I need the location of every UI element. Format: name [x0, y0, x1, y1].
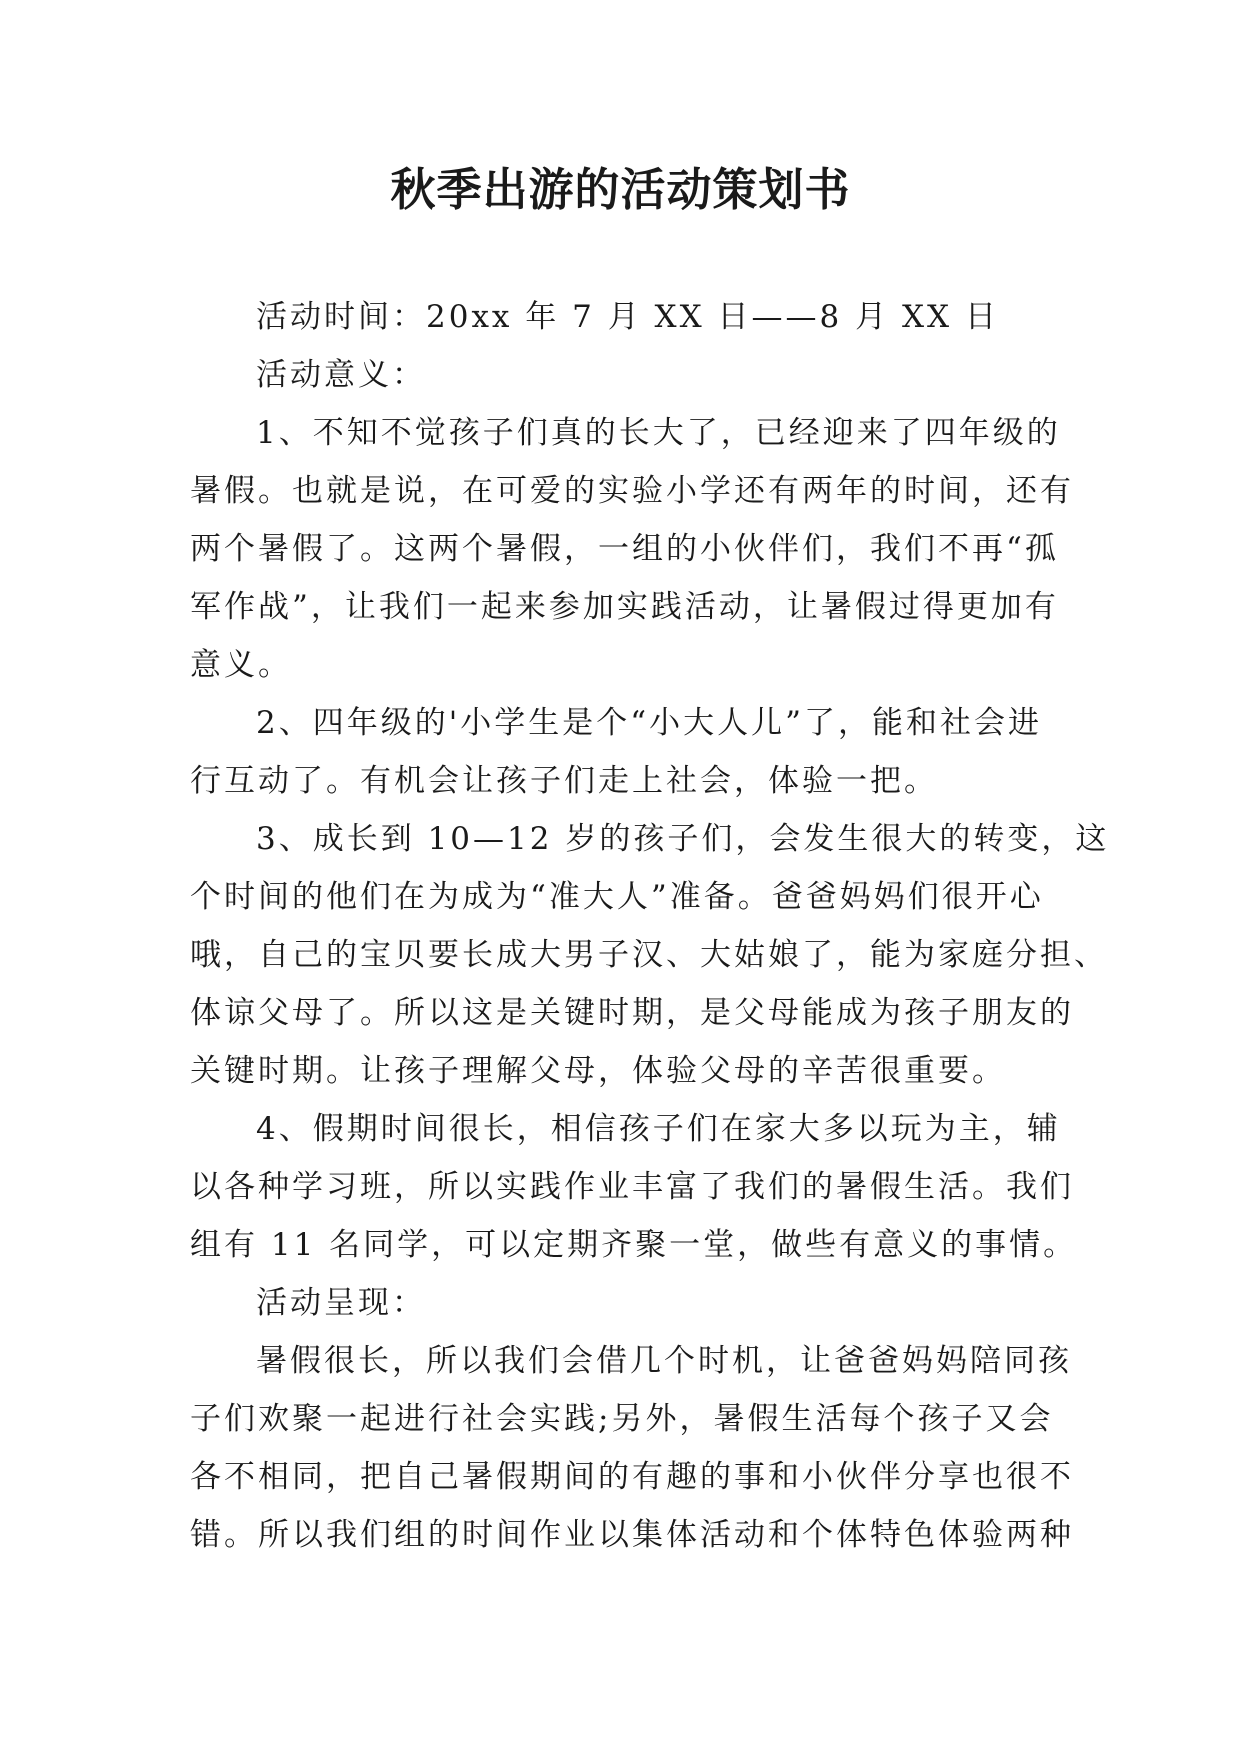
document-body — [190, 288, 1110, 1564]
text-line: 3、成长到 10—12 岁的孩子们，会发生很大的转变，这 — [256, 821, 1110, 857]
text-line: 意义。 — [190, 647, 292, 683]
text-line: 体谅父母了。所以这是关键时期，是父母能成为孩子朋友的 — [190, 995, 1074, 1031]
text-line: 行互动了。有机会让孩子们走上社会，体验一把。 — [190, 763, 938, 799]
text-line: 活动时间：20xx 年 7 月 XX 日——8 月 XX 日 — [256, 299, 999, 335]
document-title: 秋季出游的活动策划书 — [390, 163, 851, 216]
text-line: 子们欢聚一起进行社会实践;另外，暑假生活每个孩子又会 — [190, 1401, 1054, 1437]
text-line: 2、四年级的'小学生是个“小大人儿”了，能和社会进 — [256, 705, 1042, 741]
text-line: 活动意义： — [256, 357, 426, 393]
text-line: 1、不知不觉孩子们真的长大了，已经迎来了四年级的 — [256, 415, 1061, 451]
text-line: 个时间的他们在为成为“准大人”准备。爸爸妈妈们很开心 — [190, 879, 1044, 915]
text-line: 以各种学习班，所以实践作业丰富了我们的暑假生活。我们 — [190, 1169, 1074, 1205]
text-line: 哦，自己的宝贝要长成大男子汉、大姑娘了，能为家庭分担、 — [190, 937, 1108, 973]
text-line: 各不相同，把自己暑假期间的有趣的事和小伙伴分享也很不 — [190, 1459, 1074, 1495]
text-line: 暑假。也就是说，在可爱的实验小学还有两年的时间，还有 — [190, 473, 1074, 509]
text-line: 暑假很长，所以我们会借几个时机，让爸爸妈妈陪同孩 — [256, 1343, 1072, 1379]
text-line: 错。所以我们组的时间作业以集体活动和个体特色体验两种 — [190, 1517, 1074, 1553]
text-line: 4、假期时间很长，相信孩子们在家大多以玩为主，辅 — [256, 1111, 1061, 1147]
text-line: 活动呈现： — [256, 1285, 426, 1321]
text-line: 关键时期。让孩子理解父母，体验父母的辛苦很重要。 — [190, 1053, 1006, 1089]
text-line: 军作战”，让我们一起来参加实践活动，让暑假过得更加有 — [190, 589, 1059, 625]
text-line: 组有 11 名同学，可以定期齐聚一堂，做些有意义的事情。 — [190, 1227, 1078, 1263]
text-line: 两个暑假了。这两个暑假，一组的小伙伴们，我们不再“孤 — [190, 531, 1059, 567]
